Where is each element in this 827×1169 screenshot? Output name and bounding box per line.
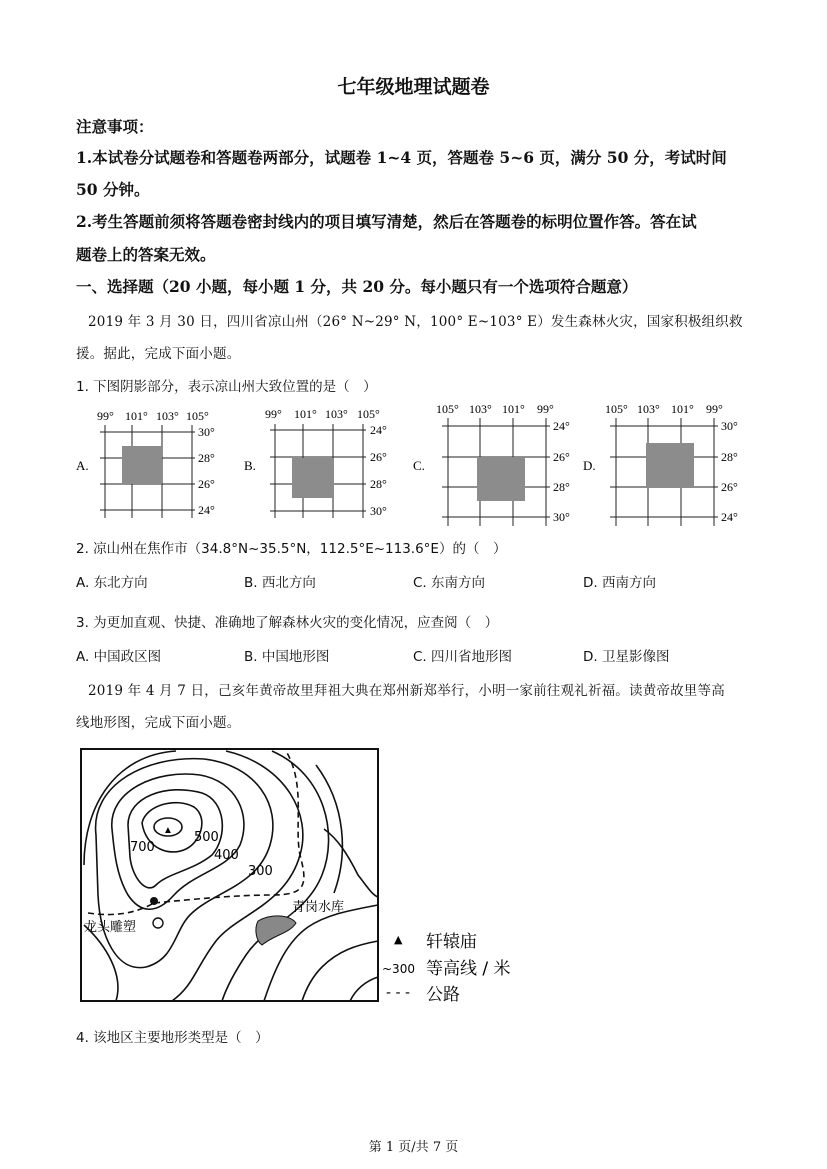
svg-text:▲: ▲ [394,933,403,946]
svg-text:101°: 101° [671,402,694,416]
option-a-shade [122,446,162,484]
option-a-grid [76,409,215,518]
svg-text:28°: 28° [721,450,738,464]
svg-text:24°: 24° [553,419,570,433]
svg-text:26°: 26° [721,480,738,494]
q2-option-c: C. 东南方向 [413,575,486,591]
svg-text:103°: 103° [156,409,179,423]
q2-stem: 2. 凉山州在焦作市（34.8°N~35.5°N，112.5°E~113.6°E）的（ ） [76,541,507,557]
svg-text:30°: 30° [370,504,387,518]
page-footer: 第 1 页/共 7 页 [368,1140,459,1155]
svg-text:99°: 99° [265,407,282,421]
option-d-label: D. [583,458,596,473]
svg-text:28°: 28° [370,477,387,491]
svg-text:公路: 公路 [426,985,460,1005]
contour-map [76,745,536,1005]
map-legend [382,932,511,1005]
passage2-line2: 线地形图，完成下面小题。 [76,715,241,731]
svg-text:30°: 30° [721,419,738,433]
svg-text:99°: 99° [97,409,114,423]
svg-text:105°: 105° [605,402,628,416]
notice-heading: 注意事项： [76,117,154,136]
svg-text:105°: 105° [186,409,209,423]
svg-text:26°: 26° [553,450,570,464]
svg-text:105°: 105° [436,402,459,416]
option-a-label: A. [76,458,89,473]
svg-text:400: 400 [214,848,239,863]
q3-stem: 3. 为更加直观、快捷、准确地了解森林火灾的变化情况，应查阅（ ） [76,615,499,631]
statue-point [150,897,158,905]
option-b-grid [244,407,387,518]
svg-text:99°: 99° [537,402,554,416]
q3-option-d: D. 卫星影像图 [583,649,670,665]
option-b-label: B. [244,458,256,473]
option-c-shade [477,457,525,501]
svg-text:500: 500 [194,830,219,845]
svg-text:300: 300 [248,864,273,879]
passage2-line1: 2019 年 4 月 7 日，己亥年黄帝故里拜祖大典在郑州新郑举行，小明一家前往观礼祈福。读黄帝故里等高 [88,683,725,699]
option-b-shade [292,458,334,498]
q1-stem: 1. 下图阴影部分，表示凉山州大致位置的是（ ） [76,379,377,395]
xuanyuan-temple-marker: ▲ [163,825,173,836]
q2-option-b: B. 西北方向 [244,575,316,591]
svg-text:103°: 103° [469,402,492,416]
section1-heading: 一、选择题（20 小题，每小题 1 分，共 20 分。每小题只有一个选项符合题意） [76,277,638,296]
svg-text:99°: 99° [706,402,723,416]
q3-option-c: C. 四川省地形图 [413,649,513,665]
q1-figures [70,400,750,530]
option-c-label: C. [413,458,425,473]
option-c-grid [413,402,570,526]
svg-text:- - -: - - - [386,985,411,1001]
svg-text:~300: ~300 [382,962,415,976]
svg-text:105°: 105° [357,407,380,421]
svg-text:101°: 101° [294,407,317,421]
notice-item1-line2: 50 分钟。 [76,180,150,199]
svg-text:龙头雕塑: 龙头雕塑 [84,920,137,935]
svg-text:青岗水库: 青岗水库 [292,900,345,915]
q4-stem: 4. 该地区主要地形类型是（ ） [76,1030,269,1046]
svg-text:24°: 24° [198,503,215,517]
svg-text:等高线 / 米: 等高线 / 米 [426,959,511,979]
notice-item2-line2: 题卷上的答案无效。 [76,245,216,264]
option-d-grid [583,402,738,526]
q2-option-d: D. 西南方向 [583,575,656,591]
svg-text:26°: 26° [198,477,215,491]
svg-text:轩辕庙: 轩辕庙 [426,932,477,952]
svg-text:28°: 28° [553,480,570,494]
q3-option-b: B. 中国地形图 [244,649,330,665]
passage1-line1: 2019 年 3 月 30 日，四川省凉山州（26° N~29° N，100° E~103° E）发生森林火灾，国家积极组织救 [88,314,743,330]
svg-text:103°: 103° [325,407,348,421]
passage1-line2: 援。据此，完成下面小题。 [76,346,241,362]
svg-text:101°: 101° [502,402,525,416]
notice-item2-line1: 2.考生答题前须将答题卷密封线内的项目填写清楚，然后在答题卷的标明位置作答。答在试 [76,212,697,231]
svg-text:103°: 103° [637,402,660,416]
svg-text:26°: 26° [370,450,387,464]
svg-text:101°: 101° [125,409,148,423]
option-d-shade [646,443,694,488]
notice-item1-line1: 1.本试卷分试题卷和答题卷两部分，试题卷 1~4 页，答题卷 5~6 页，满分 50 分，考试时间 [76,148,727,167]
q3-option-a: A. 中国政区图 [76,649,162,665]
page-title: 七年级地理试题卷 [337,76,490,98]
q2-option-a: A. 东北方向 [76,575,148,591]
svg-text:30°: 30° [198,425,215,439]
svg-text:30°: 30° [553,510,570,524]
svg-text:24°: 24° [370,423,387,437]
svg-text:28°: 28° [198,451,215,465]
svg-text:700: 700 [130,840,155,855]
svg-text:24°: 24° [721,510,738,524]
